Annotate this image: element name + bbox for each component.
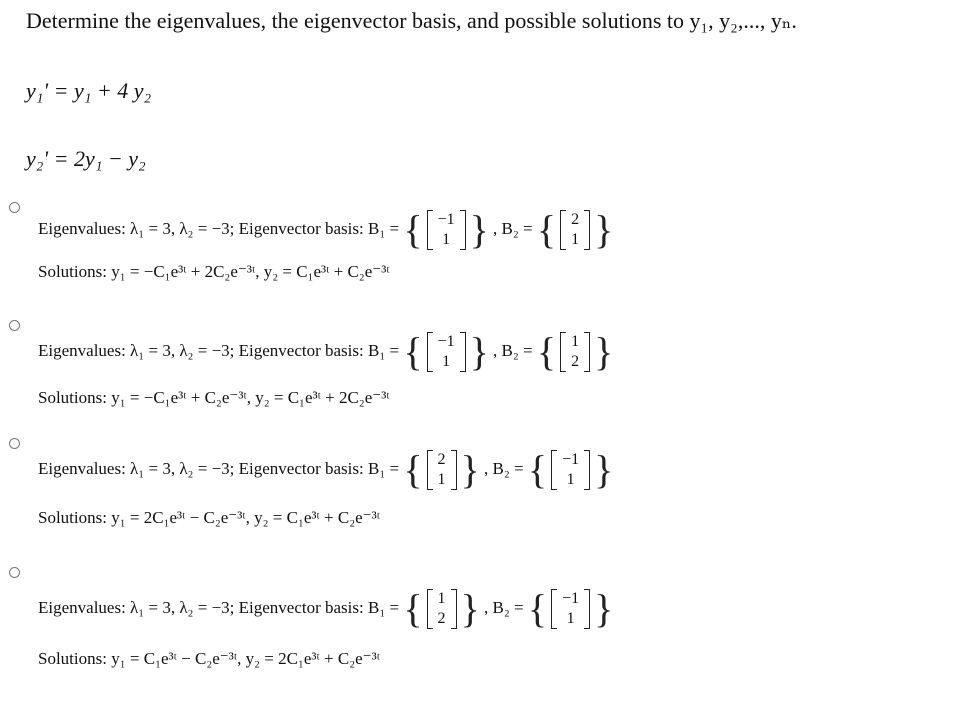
option-2-b1-bottom: 1 [442,353,451,370]
option-1-eigen-label: Eigenvalues: λ₁ = 3, λ₂ = −3; Eigenvector basis: B₁ = [38,218,400,238]
option-2-eigen-label: Eigenvalues: λ₁ = 3, λ₂ = −3; Eigenvector basis: B₁ = [38,340,400,360]
option-3-b2-bottom: 1 [566,471,575,488]
option-2-b2-vector [560,332,590,372]
option-1-b1-vector [427,210,466,250]
option-4-b1-top: 1 [437,590,446,607]
option-4-b1-close-brace: } [460,586,480,631]
option-2-solution: Solutions: y₁ = −C₁e³ᵗ + C₂e⁻³ᵗ, y₂ = C₁e³ᵗ + 2C₂e⁻³ᵗ [38,388,390,407]
option-2-b1-top: −1 [437,333,455,350]
option-3-b2-close-brace: } [594,447,614,492]
option-2-b2-top: 1 [571,333,580,350]
option-3-solution: Solutions: y₁ = 2C₁e³ᵗ − C₂e⁻³ᵗ, y₂ = C₁e³ᵗ + C₂e⁻³ᵗ [38,508,381,527]
option-2-b2-open-brace: { [536,329,557,374]
option-4-b2-vector [551,589,590,629]
option-3-b2-vector [551,450,590,490]
equation-2: y₂' = 2y₁ − y₂ [26,146,146,171]
option-3-eigen-line [38,447,614,492]
option-2-b2-close-brace: } [594,329,614,374]
option-1-b2-top: 2 [571,211,580,228]
option-3-b1-top: 2 [437,451,446,468]
option-2-eigen-line [38,329,614,374]
option-1-b1-bottom: 1 [442,231,451,248]
option-3-b1-close-brace: } [460,447,480,492]
option-3-b1-open-brace: { [403,447,423,492]
option-4-b2-bottom: 1 [566,610,575,627]
option-3-radio[interactable] [9,438,20,449]
option-2-b1-vector [427,332,466,372]
option-4-solution: Solutions: y₁ = C₁e³ᵗ − C₂e⁻³ᵗ, y₂ = 2C₁e³ᵗ + C₂e⁻³ᵗ [38,649,381,668]
option-3-b1-bottom: 1 [437,471,446,488]
option-4-b1-vector [427,589,457,629]
option-4-b1-open-brace: { [403,586,423,631]
option-3-b2-open-brace: { [527,447,548,492]
option-4-b2-close-brace: } [594,586,614,631]
option-3-b1-vector [427,450,457,490]
option-2-b2-bottom: 2 [571,353,580,370]
option-3-b2-top: −1 [562,451,580,468]
option-4-b2-top: −1 [562,590,580,607]
option-1-b1-close-brace: } [469,207,489,252]
option-2-radio[interactable] [9,320,20,331]
option-1-b2-bottom: 1 [571,231,580,248]
option-3-b2-label: , B₂ = [484,458,524,478]
option-4-b1-bottom: 2 [437,610,446,627]
option-4-eigen-line [38,586,614,631]
option-2-b1-open-brace: { [403,329,423,374]
option-4-eigen-label: Eigenvalues: λ₁ = 3, λ₂ = −3; Eigenvector basis: B₁ = [38,597,400,617]
option-4-radio[interactable] [9,567,20,578]
option-3-eigen-label: Eigenvalues: λ₁ = 3, λ₂ = −3; Eigenvector basis: B₁ = [38,458,400,478]
option-1-b1-open-brace: { [403,207,423,252]
option-1-b1-top: −1 [437,211,455,228]
option-1-b2-vector [560,210,590,250]
option-1-b2-label: , B₂ = [493,218,533,238]
option-1-b2-open-brace: { [536,207,557,252]
option-4-b2-open-brace: { [527,586,548,631]
option-4-b2-label: , B₂ = [484,597,524,617]
option-1-b2-close-brace: } [594,207,614,252]
option-1-radio[interactable] [9,202,20,213]
option-2-b2-label: , B₂ = [493,340,533,360]
option-2-b1-close-brace: } [469,329,489,374]
question-text: Determine the eigenvalues, the eigenvector basis, and possible solutions to y₁, y₂,..., yₙ. [26,8,797,33]
option-1-eigen-line [38,207,614,252]
equation-1: y₁' = y₁ + 4 y₂ [26,78,152,103]
option-1-solution: Solutions: y₁ = −C₁e³ᵗ + 2C₂e⁻³ᵗ, y₂ = C₁e³ᵗ + C₂e⁻³ᵗ [38,262,390,281]
